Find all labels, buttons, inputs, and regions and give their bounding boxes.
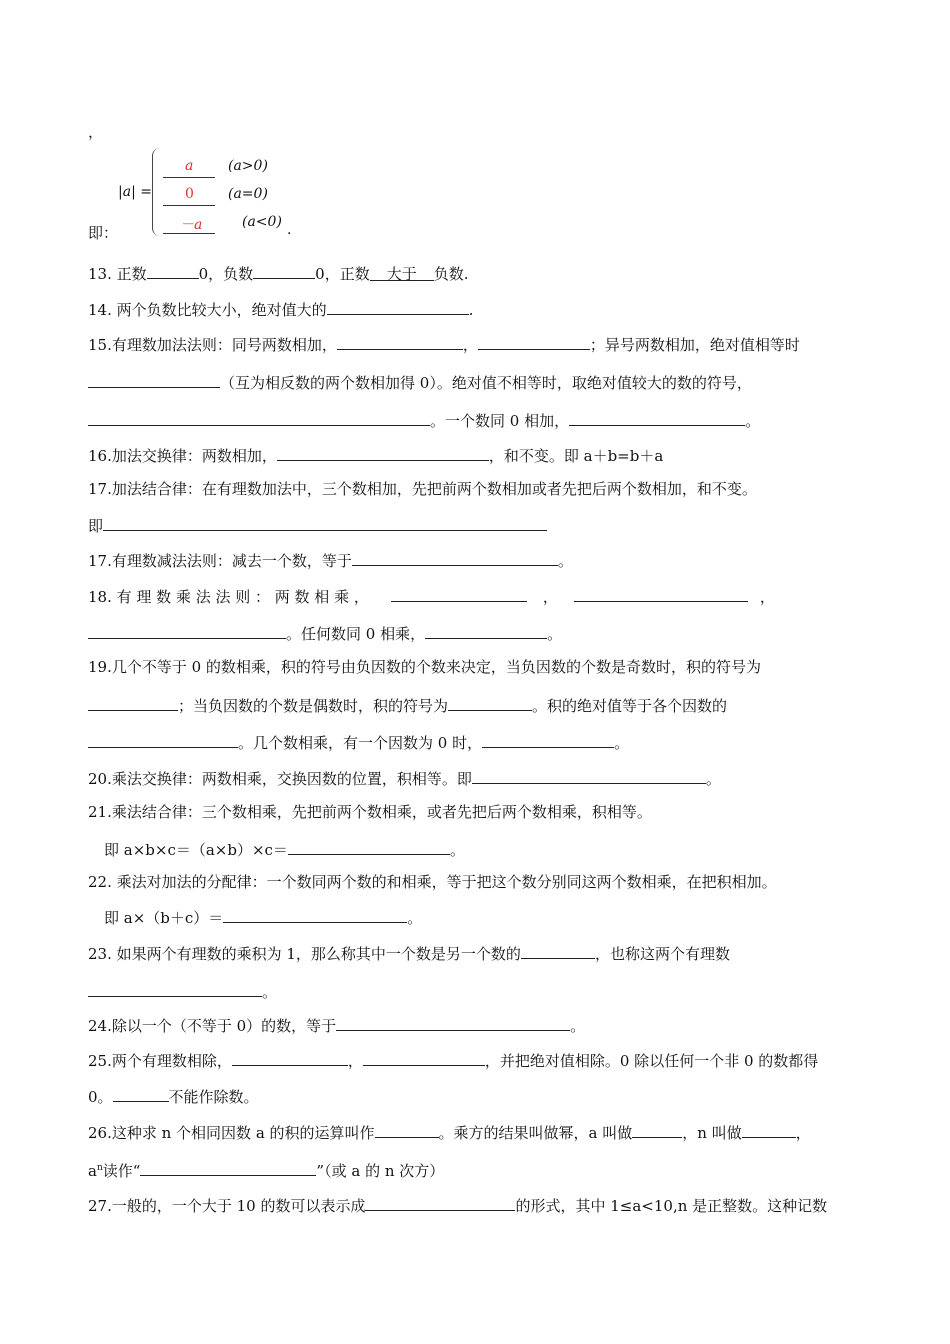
q25-blank-3[interactable] (113, 1085, 169, 1102)
q26-blank-4[interactable] (140, 1159, 316, 1176)
q22-line-2: 即 a×（b＋c）＝ 。 (104, 906, 422, 928)
q22-line-1: 22. 乘法对加法的分配律：一个数同两个数的和相乘，等于把这个数分别同这两个数相乘，在把积相加。 (88, 873, 777, 891)
abs-case-1-line (163, 177, 215, 178)
q18-blank-2[interactable] (574, 585, 748, 602)
q13-blank-2[interactable] (253, 262, 315, 279)
abs-case-2-answer: 0 (185, 186, 194, 202)
q17b-blank[interactable] (352, 549, 558, 566)
q27-blank[interactable] (365, 1194, 515, 1211)
q18-blank-1[interactable] (391, 585, 527, 602)
q20: 20.乘法交换律：两数相乘，交换因数的位置，积相等。即 。 (88, 767, 721, 789)
q23-blank-2[interactable] (88, 980, 262, 997)
q25-line-2: 0。 不能作除数。 (88, 1085, 259, 1107)
q19-blank-2[interactable] (448, 694, 532, 711)
q15-blank-1[interactable] (337, 333, 463, 350)
q13-answer[interactable]: 大于 (370, 264, 434, 281)
q23-blank-1[interactable] (521, 942, 595, 959)
abs-lhs: |a| = (118, 184, 152, 200)
q23-line-2: 。 (88, 980, 277, 1002)
q16: 16.加法交换律：两数相加， ，和不变。即 a＋b=b＋a (88, 444, 663, 466)
q18-blank-3[interactable] (88, 622, 286, 639)
abs-case-3-answer: －a (180, 217, 203, 233)
q15-line-1: 15.有理数加法法则：同号两数相加， ， ；异号两数相加，绝对值相等时 (88, 333, 800, 355)
q15-blank-4[interactable] (88, 409, 430, 426)
q19-blank-3[interactable] (88, 731, 238, 748)
abs-case-1-condition: (a>0) (228, 158, 268, 174)
q15-blank-3[interactable] (88, 371, 220, 388)
abs-case-2-condition: (a=0) (228, 186, 268, 202)
q22-blank[interactable] (223, 906, 407, 923)
q21-blank[interactable] (288, 838, 450, 855)
q26-line-1: 26.这种求 n 个相同因数 a 的积的运算叫作 。乘方的结果叫做幂，a 叫做 ，n 叫做 ， (88, 1121, 811, 1143)
q17b: 17.有理数减法法则：减去一个数，等于 。 (88, 549, 573, 571)
q19-line-1: 19.几个不等于 0 的数相乘，积的符号由负因数的个数来决定，当负因数的个数是奇数时，积的符号为 (88, 658, 761, 676)
q26-blank-1[interactable] (375, 1121, 439, 1138)
abs-period: . (287, 222, 292, 238)
q16-blank[interactable] (277, 444, 489, 461)
abs-case-2-line (163, 205, 215, 206)
q19-blank-1[interactable] (88, 694, 178, 711)
q21-line-1: 21.乘法结合律：三个数相乘，先把前两个数相乘，或者先把后两个数相乘，积相等。 (88, 803, 652, 821)
q21-line-2: 即 a×b×c＝（a×b）×c＝ 。 (104, 838, 465, 860)
q26-blank-3[interactable] (742, 1121, 796, 1138)
q13: 13. 正数 0，负数 0，正数 大于 负数. (88, 262, 469, 284)
q17a-blank[interactable] (103, 514, 547, 531)
stray-comma: ， (88, 123, 104, 141)
q17a-line-1: 17.加法结合律：在有理数加法中，三个数相加，先把前两个数相加或者先把后两个数相加，和不变。 (88, 480, 757, 498)
q15-line-3: 。一个数同 0 相加， 。 (88, 409, 760, 431)
q24-blank[interactable] (336, 1014, 570, 1031)
abs-case-3-condition: (a<0) (242, 214, 282, 230)
q26-line-2: $a^n$读作“ ”（或 a 的 n 次方） (88, 1158, 444, 1181)
q24: 24.除以一个（不等于 0）的数，等于 。 (88, 1014, 585, 1036)
abs-case-1-answer: a (185, 158, 194, 174)
q23-line-1: 23. 如果两个有理数的乘积为 1，那么称其中一个数是另一个数的 ，也称这两个有理数 (88, 942, 730, 964)
q18-line-2: 。任何数同 0 相乘， 。 (88, 622, 562, 644)
q15-line-2: （互为相反数的两个数相加得 0）。绝对值不相等时，取绝对值较大的数的符号， (88, 371, 752, 393)
q13-blank-1[interactable] (147, 262, 199, 279)
q17a-line-2: 即 (88, 514, 547, 536)
q19-line-2: ；当负因数的个数是偶数时，积的符号为 。积的绝对值等于各个因数的 (88, 694, 727, 716)
q25-line-1: 25.两个有理数相除， ， ，并把绝对值相除。0 除以任何一个非 0 的数都得 (88, 1049, 818, 1071)
q20-blank[interactable] (472, 767, 706, 784)
abs-case-3-line (163, 233, 215, 234)
q19-line-3: 。几个数相乘，有一个因数为 0 时， 。 (88, 731, 629, 753)
q15-blank-2[interactable] (478, 333, 590, 350)
abs-prefix: 即： (88, 224, 119, 242)
q15-blank-5[interactable] (569, 409, 745, 426)
abs-brace (152, 148, 163, 236)
q14-blank[interactable] (327, 298, 469, 315)
q14: 14. 两个负数比较大小，绝对值大的 . (88, 298, 473, 320)
q25-blank-1[interactable] (232, 1049, 348, 1066)
q26-blank-2[interactable] (632, 1121, 682, 1138)
q25-blank-2[interactable] (363, 1049, 485, 1066)
q18-line-1: 18. 有 理 数 乘 法 法 则 ： 两 数 相 乘 ， ， ， (88, 585, 775, 607)
q19-blank-4[interactable] (482, 731, 614, 748)
q18-blank-4[interactable] (425, 622, 547, 639)
q27: 27.一般的，一个大于 10 的数可以表示成 的形式，其中 1≤a<10,n 是正整数。这种记数 (88, 1194, 827, 1216)
